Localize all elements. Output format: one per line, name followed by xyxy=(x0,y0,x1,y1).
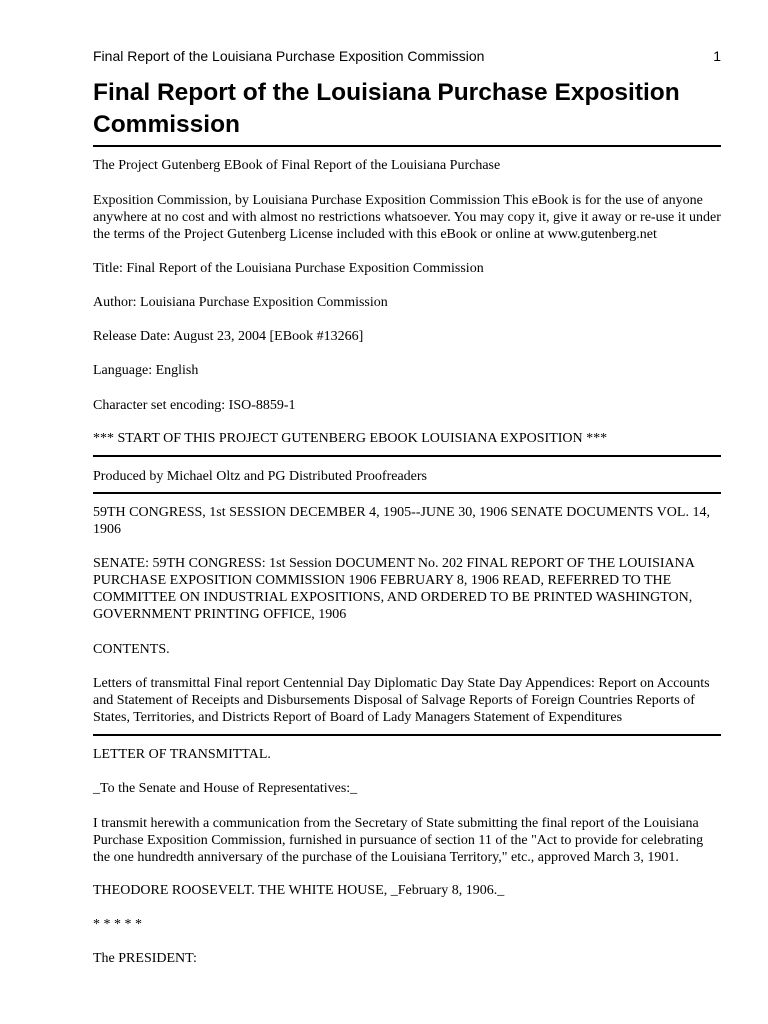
paragraph-language: Language: English xyxy=(93,363,199,378)
paragraph-salutation: _To the Senate and House of Representatives:_ xyxy=(93,781,358,796)
running-header xyxy=(93,47,721,67)
paragraph-title: Title: Final Report of the Louisiana Purchase Exposition Commission xyxy=(93,261,484,276)
paragraph-senate-document: SENATE: 59TH CONGRESS: 1st Session DOCUMENT No. 202 FINAL REPORT OF THE LOUISIANA PURCHASE EXPOSITION COMMISSION 1906 FEBRUARY 8, 1906 READ, REFERRED TO THE COMMITTEE ON INDUSTRIAL EXPOSITIONS, AND ORDERED TO BE PRINTED WASHINGTON, GOVERNMENT PRINTING OFFICE, 1906 xyxy=(93,556,695,622)
paragraph-separator: * * * * * xyxy=(93,917,142,932)
paragraph-ebook-intro: The Project Gutenberg EBook of Final Report of the Louisiana Purchase xyxy=(93,158,501,173)
paragraph-transmittal: I transmit herewith a communication from the Secretary of State submitting the final report of the Louisiana Purchase Exposition Commission, furnished in pursuance of section 11 of the "Act to provide for celebrating the one hundredth anniversary of the purchase of the Louisiana Territory," etc., approved March 3, 1901. xyxy=(93,816,704,865)
paragraph-contents-heading: CONTENTS. xyxy=(93,642,170,657)
paragraph-encoding: Character set encoding: ISO-8859-1 xyxy=(93,398,296,413)
document-title: Final Report of the Louisiana Purchase Exposition Commission xyxy=(93,79,680,138)
page-number: 1 xyxy=(713,48,721,64)
paragraph-start-marker: *** START OF THIS PROJECT GUTENBERG EBOOK LOUISIANA EXPOSITION *** xyxy=(93,431,608,446)
section-rule xyxy=(93,455,721,457)
paragraph-license: Exposition Commission, by Louisiana Purchase Exposition Commission This eBook is for the use of anyone anywhere at no cost and with almost no restrictions whatsoever. You may copy it, give it away or re-use it under the terms of the Project Gutenberg License included with this eBook or online at www.gutenberg.net xyxy=(93,193,721,242)
paragraph-release-date: Release Date: August 23, 2004 [EBook #13266] xyxy=(93,329,364,344)
title-rule xyxy=(93,145,721,147)
paragraph-congress: 59TH CONGRESS, 1st SESSION DECEMBER 4, 1905--JUNE 30, 1906 SENATE DOCUMENTS VOL. 14, 1906 xyxy=(93,505,710,537)
section-rule xyxy=(93,734,721,736)
paragraph-letter-heading: LETTER OF TRANSMITTAL. xyxy=(93,747,271,762)
paragraph-producer: Produced by Michael Oltz and PG Distributed Proofreaders xyxy=(93,469,427,484)
running-header-title: Final Report of the Louisiana Purchase Exposition Commission xyxy=(93,48,485,64)
paragraph-author: Author: Louisiana Purchase Exposition Commission xyxy=(93,295,388,310)
paragraph-signature: THEODORE ROOSEVELT. THE WHITE HOUSE, _February 8, 1906._ xyxy=(93,883,505,898)
paragraph-contents-list: Letters of transmittal Final report Centennial Day Diplomatic Day State Day Appendices: Report on Accounts and Statement of Receipts and Disbursements Disposal of Salvage Reports of Foreign Countries Reports of States, Territories, and Districts Report of Board of Lady Managers Statement of Expenditures xyxy=(93,676,710,725)
section-rule xyxy=(93,492,721,494)
paragraph-addressee: The PRESIDENT: xyxy=(93,951,197,966)
